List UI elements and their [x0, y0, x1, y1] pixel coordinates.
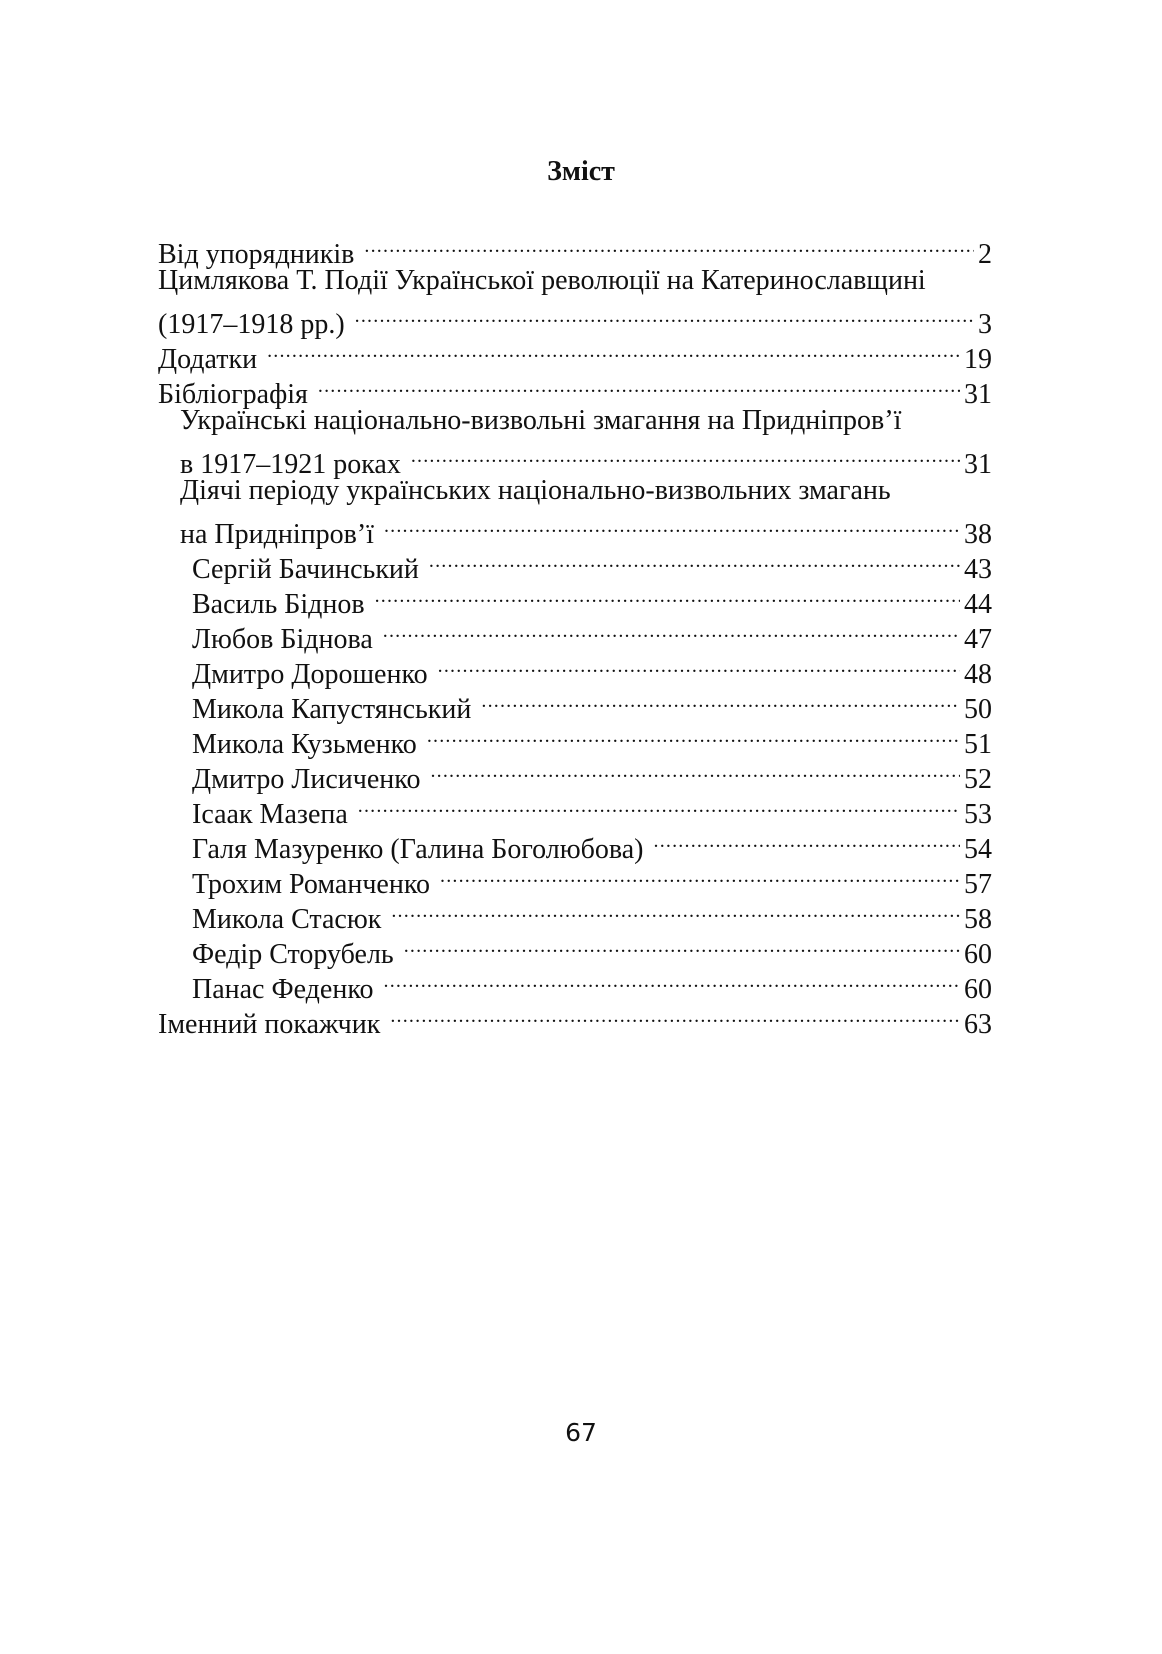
toc-leader-dots — [654, 823, 961, 858]
toc-page-number: 58 — [964, 904, 992, 935]
toc-leader-dots — [481, 683, 960, 718]
toc-entry-title: (1917–1918 рр.) — [158, 309, 345, 340]
toc-page-number: 52 — [964, 764, 992, 795]
toc-entry-from-compilers[interactable] — [158, 228, 992, 270]
toc-page-number: 44 — [964, 589, 992, 620]
toc-leader-dots — [384, 508, 960, 543]
toc-page-number: 57 — [964, 869, 992, 900]
toc-page-number: 38 — [964, 519, 992, 550]
toc-page-number: 2 — [978, 239, 992, 270]
toc-page-number: 60 — [964, 974, 992, 1005]
toc-page-number: 31 — [964, 379, 992, 410]
toc-entry-title: Дмитро Дорошенко — [192, 659, 428, 690]
toc-page-number: 54 — [964, 834, 992, 865]
toc-entry-title: Ісаак Мазепа — [192, 799, 348, 830]
toc-leader-dots — [429, 543, 960, 578]
toc-entry-tsymliakova[interactable] — [158, 263, 992, 298]
toc-entry-title: Трохим Романченко — [192, 869, 430, 900]
toc-entry-title: Сергій Бачинський — [192, 554, 419, 585]
toc-page-number: 51 — [964, 729, 992, 760]
toc-entry-title: Українські національно-визвольні змагання на Придніпров’ї — [180, 405, 902, 436]
toc-leader-dots — [404, 928, 960, 963]
toc-page-number: 50 — [964, 694, 992, 725]
toc-entry-title: Діячі періоду українських національно-визвольних змагань — [180, 475, 891, 506]
toc-entry-liberation-struggles-cont[interactable] — [158, 438, 992, 480]
toc-entry-title: Галя Мазуренко (Галина Боголюбова) — [192, 834, 644, 865]
toc-leader-dots — [430, 753, 960, 788]
toc-leader-dots — [384, 963, 960, 998]
toc-entry-title: Микола Кузьменко — [192, 729, 417, 760]
toc-page-number: 48 — [964, 659, 992, 690]
toc-page-number: 60 — [964, 939, 992, 970]
toc-leader-dots — [383, 613, 960, 648]
toc-leader-dots — [318, 368, 960, 403]
toc-entry-title: Василь Біднов — [192, 589, 365, 620]
toc-leader-dots — [390, 998, 960, 1033]
page-number: 67 — [565, 1418, 597, 1447]
toc-entry-title: в 1917–1921 роках — [180, 449, 401, 480]
toc-entry-bibliography[interactable] — [158, 368, 992, 410]
toc-leader-dots — [411, 438, 960, 473]
toc-leader-dots — [355, 298, 974, 333]
toc-leader-dots — [427, 718, 960, 753]
toc-leader-dots — [358, 788, 960, 823]
toc-leader-dots — [440, 858, 960, 893]
toc-entry-liberation-struggles[interactable] — [158, 403, 992, 438]
toc-entry-title: Від упорядників — [158, 239, 355, 270]
toc-page-number: 3 — [978, 309, 992, 340]
toc-page-number: 19 — [964, 344, 992, 375]
toc-leader-dots — [438, 648, 960, 683]
toc-entry-title: Микола Стасюк — [192, 904, 382, 935]
page-title: Зміст — [547, 156, 615, 187]
toc-entry-title: Цимлякова Т. Події Української революції на Катеринославщині — [158, 265, 926, 296]
toc-entry-title: Федір Сторубель — [192, 939, 394, 970]
toc-entry-title: Панас Феденко — [192, 974, 374, 1005]
toc-leader-dots — [364, 228, 974, 263]
toc-entry-title: на Придніпров’ї — [180, 519, 374, 550]
toc-entry-title: Дмитро Лисиченко — [192, 764, 421, 795]
toc-leader-dots — [375, 578, 960, 613]
toc-entry-tsymliakova-cont[interactable] — [158, 298, 992, 340]
toc-entry-appendices[interactable] — [158, 333, 992, 375]
table-of-contents — [158, 228, 992, 1040]
toc-page-number: 63 — [964, 1009, 992, 1040]
toc-entry-title: Бібліографія — [158, 379, 308, 410]
toc-page-number: 43 — [964, 554, 992, 585]
toc-entry-figures[interactable] — [158, 473, 992, 508]
toc-page-number: 47 — [964, 624, 992, 655]
toc-entry-title: Микола Капустянський — [192, 694, 472, 725]
toc-leader-dots — [267, 333, 960, 368]
toc-leader-dots — [391, 893, 960, 928]
toc-entry-title: Любов Біднова — [192, 624, 373, 655]
toc-entry-title: Додатки — [158, 344, 258, 375]
toc-entry-figures-cont[interactable] — [158, 508, 992, 550]
toc-page-number: 31 — [964, 449, 992, 480]
toc-entry-title: Іменний покажчик — [158, 1009, 381, 1040]
toc-page-number: 53 — [964, 799, 992, 830]
